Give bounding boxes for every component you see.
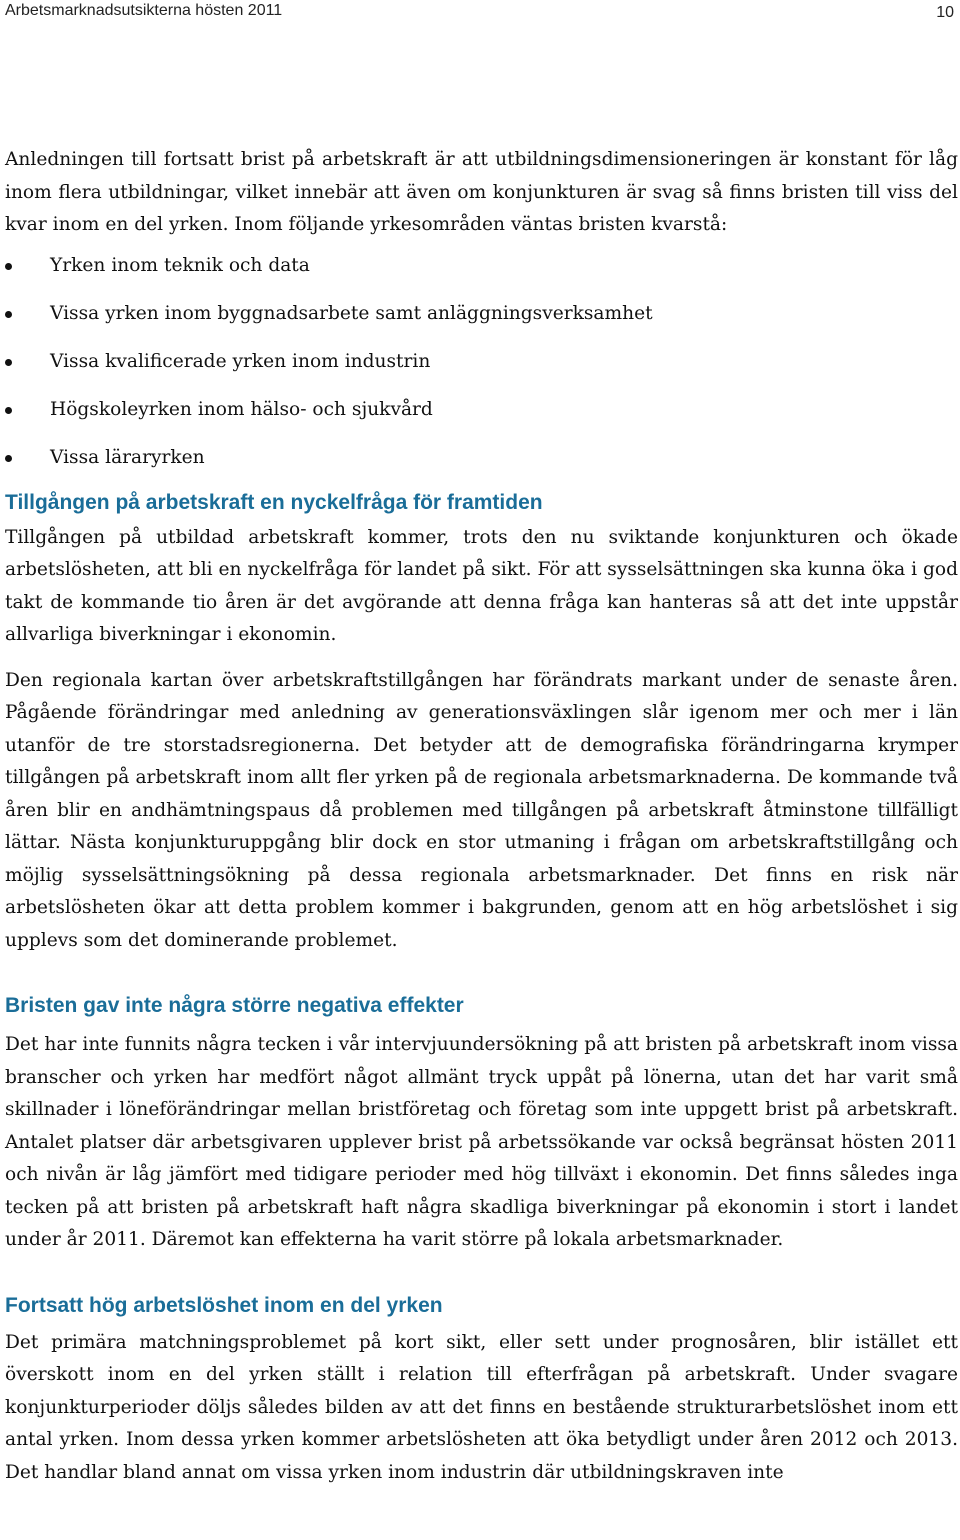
paragraph: Den regionala kartan över arbetskraftstillgången har förändrats markant under de senaste åren. Pågående förändringar med anledning av generationsväxlingen slår igenom mer och mer i län utanför de tre storstadsregionerna. Det betyder att de demografiska förändringarna krymper tillgången på arbetskraft inom allt fler yrken på de regionala arbetsmarknaderna. De kommande två åren blir en andhämtningspaus då problemen med tillgången på arbetskraft åtminstone tillfälligt lättar. Nästa konjunkturuppgång blir dock en stor utmaning i frågan om arbetskraftstillgång och möjlig sysselsättningsökning på dessa regionala arbetsmarknader. Det finns en risk när arbetslösheten ökar att detta problem kommer i bakgrunden, genom att en hög arbetslöshet i sig upplevs som det dominerande problemet. xyxy=(5,669,958,951)
bullet-icon xyxy=(5,263,12,270)
paragraph: Det har inte funnits några tecken i vår intervjuundersökning på att bristen på arbetskraft inom vissa branscher och yrken har medfört något allmänt tryck uppåt på lönerna, utan det har varit små skillnader i löneförändringar mellan bristföretag och företag som inte uppgett brist på arbetskraft. Antalet platser där arbetsgivaren upplever brist på arbetssökande var också begränsat hösten 2011 och nivån är låg jämfört med tidigare perioder med hög tillväxt i ekonomin. Det finns således inga tecken på att bristen på arbetskraft haft några skadliga biverkningar på ekonomin i stort i landet under år 2011. Däremot kan effekterna ha varit större på lokala arbetsmarknader. xyxy=(5,1034,958,1250)
running-header: Arbetsmarknadsutsikterna hösten 2011 xyxy=(5,2,283,19)
list-item: Vissa läraryrken xyxy=(5,434,958,482)
section-heading-fortsatt: Fortsatt hög arbetslöshet inom en del yrken xyxy=(5,1293,443,1317)
bullet-icon xyxy=(5,359,12,366)
list-item: Yrken inom teknik och data xyxy=(5,242,958,290)
document-body xyxy=(5,144,958,1489)
bullet-icon xyxy=(5,455,12,462)
bullet-icon xyxy=(5,311,12,318)
page-number: 10 xyxy=(936,4,954,21)
section-heading-tillgangen: Tillgången på arbetskraft en nyckelfråga för framtiden xyxy=(5,490,543,514)
list-item: Vissa yrken inom byggnadsarbete samt anläggningsverksamhet xyxy=(5,290,958,338)
bullet-list xyxy=(5,242,958,482)
paragraph: Det primära matchningsproblemet på kort sikt, eller sett under prognosåren, blir istället ett överskott inom en del yrken ställt i relation till efterfrågan på arbetskraft. Under svagare konjunkturperioder döljs således bilden av att det finns en bestående strukturarbetslöshet inom ett antal yrken. Inom dessa yrken kommer arbetslösheten att öka betydligt under åren 2012 och 2013. Det handlar bland annat om vissa yrken inom industrin där utbildningskraven inte xyxy=(5,1331,958,1483)
list-item: Högskoleyrken inom hälso- och sjukvård xyxy=(5,386,958,434)
bullet-icon xyxy=(5,407,12,414)
intro-paragraph: Anledningen till fortsatt brist på arbetskraft är att utbildningsdimensioneringen är konstant för låg inom flera utbildningar, vilket innebär att även om konjunkturen är svag så finns bristen till viss del kvar inom en del yrken. Inom följande yrkesområden väntas bristen kvarstå: xyxy=(5,149,958,235)
paragraph: Tillgången på utbildad arbetskraft kommer, trots den nu sviktande konjunkturen och ökade arbetslösheten, att bli en nyckelfråga för landet på sikt. För att sysselsättningen ska kunna öka i god takt de kommande tio åren är det avgörande att denna fråga kan hanteras så att det inte uppstår allvarliga biverkningar i ekonomin. xyxy=(5,526,958,645)
list-item: Vissa kvalificerade yrken inom industrin xyxy=(5,338,958,386)
section-heading-bristen: Bristen gav inte några större negativa effekter xyxy=(5,994,464,1017)
